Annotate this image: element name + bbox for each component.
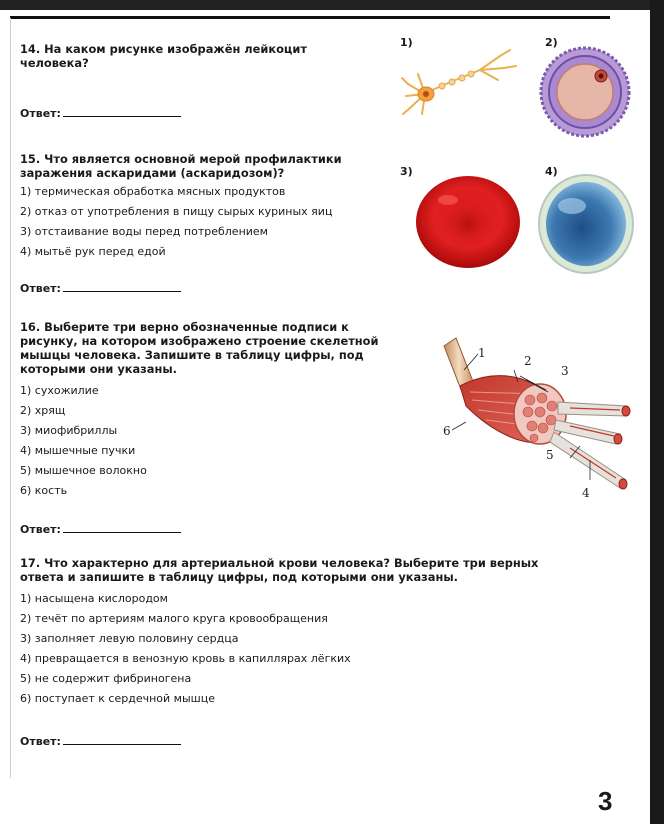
q16-answer-label: Ответ: <box>20 523 61 536</box>
q17-title: 17. Что характерно для артериальной крови человека? Выберите три верных ответа и запишите в таблицу цифры, под которыми они указаны. <box>20 556 539 584</box>
q17-option-2: 2) течёт по артериям малого круга кровообращения <box>20 612 328 625</box>
q17-option-6: 6) поступает к сердечной мышце <box>20 692 215 705</box>
fig-label-3: 3 <box>561 364 569 378</box>
fig-label-4: 4 <box>582 486 590 500</box>
q15-answer <box>20 277 181 296</box>
q16-answer <box>20 518 181 537</box>
q16-option-6: 6) кость <box>20 484 68 497</box>
q17-option-3: 3) заполняет левую половину сердца <box>20 632 239 645</box>
q16-title: 16. Выберите три верно обозначенные подписи к рисунку, на котором изображено строение скелетной мышцы человека. Запишите в таблицу цифры, под которыми они указаны. <box>20 320 379 376</box>
red-blood-cell-image <box>408 172 528 272</box>
q16-option-1: 1) сухожилие <box>20 384 99 397</box>
q16-option-2: 2) хрящ <box>20 404 66 417</box>
neuron-image <box>400 44 530 124</box>
q17-option-4: 4) превращается в венозную кровь в капиллярах лёгких <box>20 652 351 665</box>
q17-option-5: 5) не содержит фибриногена <box>20 672 192 685</box>
q17-answer <box>20 730 181 749</box>
header-rule <box>10 16 610 19</box>
q15-option-2: 2) отказ от употребления в пищу сырых куриных яиц <box>20 205 333 218</box>
blue-cell-image <box>536 172 636 276</box>
muscle-structure-figure <box>430 330 640 510</box>
q15-answer-label: Ответ: <box>20 282 61 295</box>
fig-label-1: 1 <box>478 346 486 360</box>
pic1-label: 1) <box>400 36 413 49</box>
q17-option-1: 1) насыщена кислородом <box>20 592 168 605</box>
fig-label-2: 2 <box>524 354 532 368</box>
page-number: 3 <box>598 786 613 816</box>
fig-label-6: 6 <box>443 424 451 438</box>
pic4-label: 4) <box>545 165 558 178</box>
q14-answer-line[interactable] <box>63 107 181 117</box>
page-edge-shadow <box>650 0 664 824</box>
q14-title: 14. На каком рисунке изображён лейкоцит человека? <box>20 42 307 70</box>
q15-option-1: 1) термическая обработка мясных продуктов <box>20 185 286 198</box>
top-dark-bar <box>0 0 664 10</box>
spiky-cell-image <box>535 44 635 140</box>
q15-option-4: 4) мытьё рук перед едой <box>20 245 166 258</box>
q16-answer-line[interactable] <box>63 523 181 533</box>
pic2-label: 2) <box>545 36 558 49</box>
q17-answer-label: Ответ: <box>20 735 61 748</box>
q15-option-3: 3) отстаивание воды перед потреблением <box>20 225 268 238</box>
q16-option-3: 3) миофибриллы <box>20 424 118 437</box>
q16-option-4: 4) мышечные пучки <box>20 444 136 457</box>
pic3-label: 3) <box>400 165 413 178</box>
fig-label-5: 5 <box>546 448 554 462</box>
margin-line <box>10 18 11 778</box>
q14-answer-label: Ответ: <box>20 107 61 120</box>
q15-answer-line[interactable] <box>63 282 181 292</box>
q17-answer-line[interactable] <box>63 735 181 745</box>
q15-title: 15. Что является основной мерой профилактики заражения аскаридами (аскаридозом)? <box>20 152 342 180</box>
q14-answer <box>20 102 181 121</box>
q16-option-5: 5) мышечное волокно <box>20 464 147 477</box>
